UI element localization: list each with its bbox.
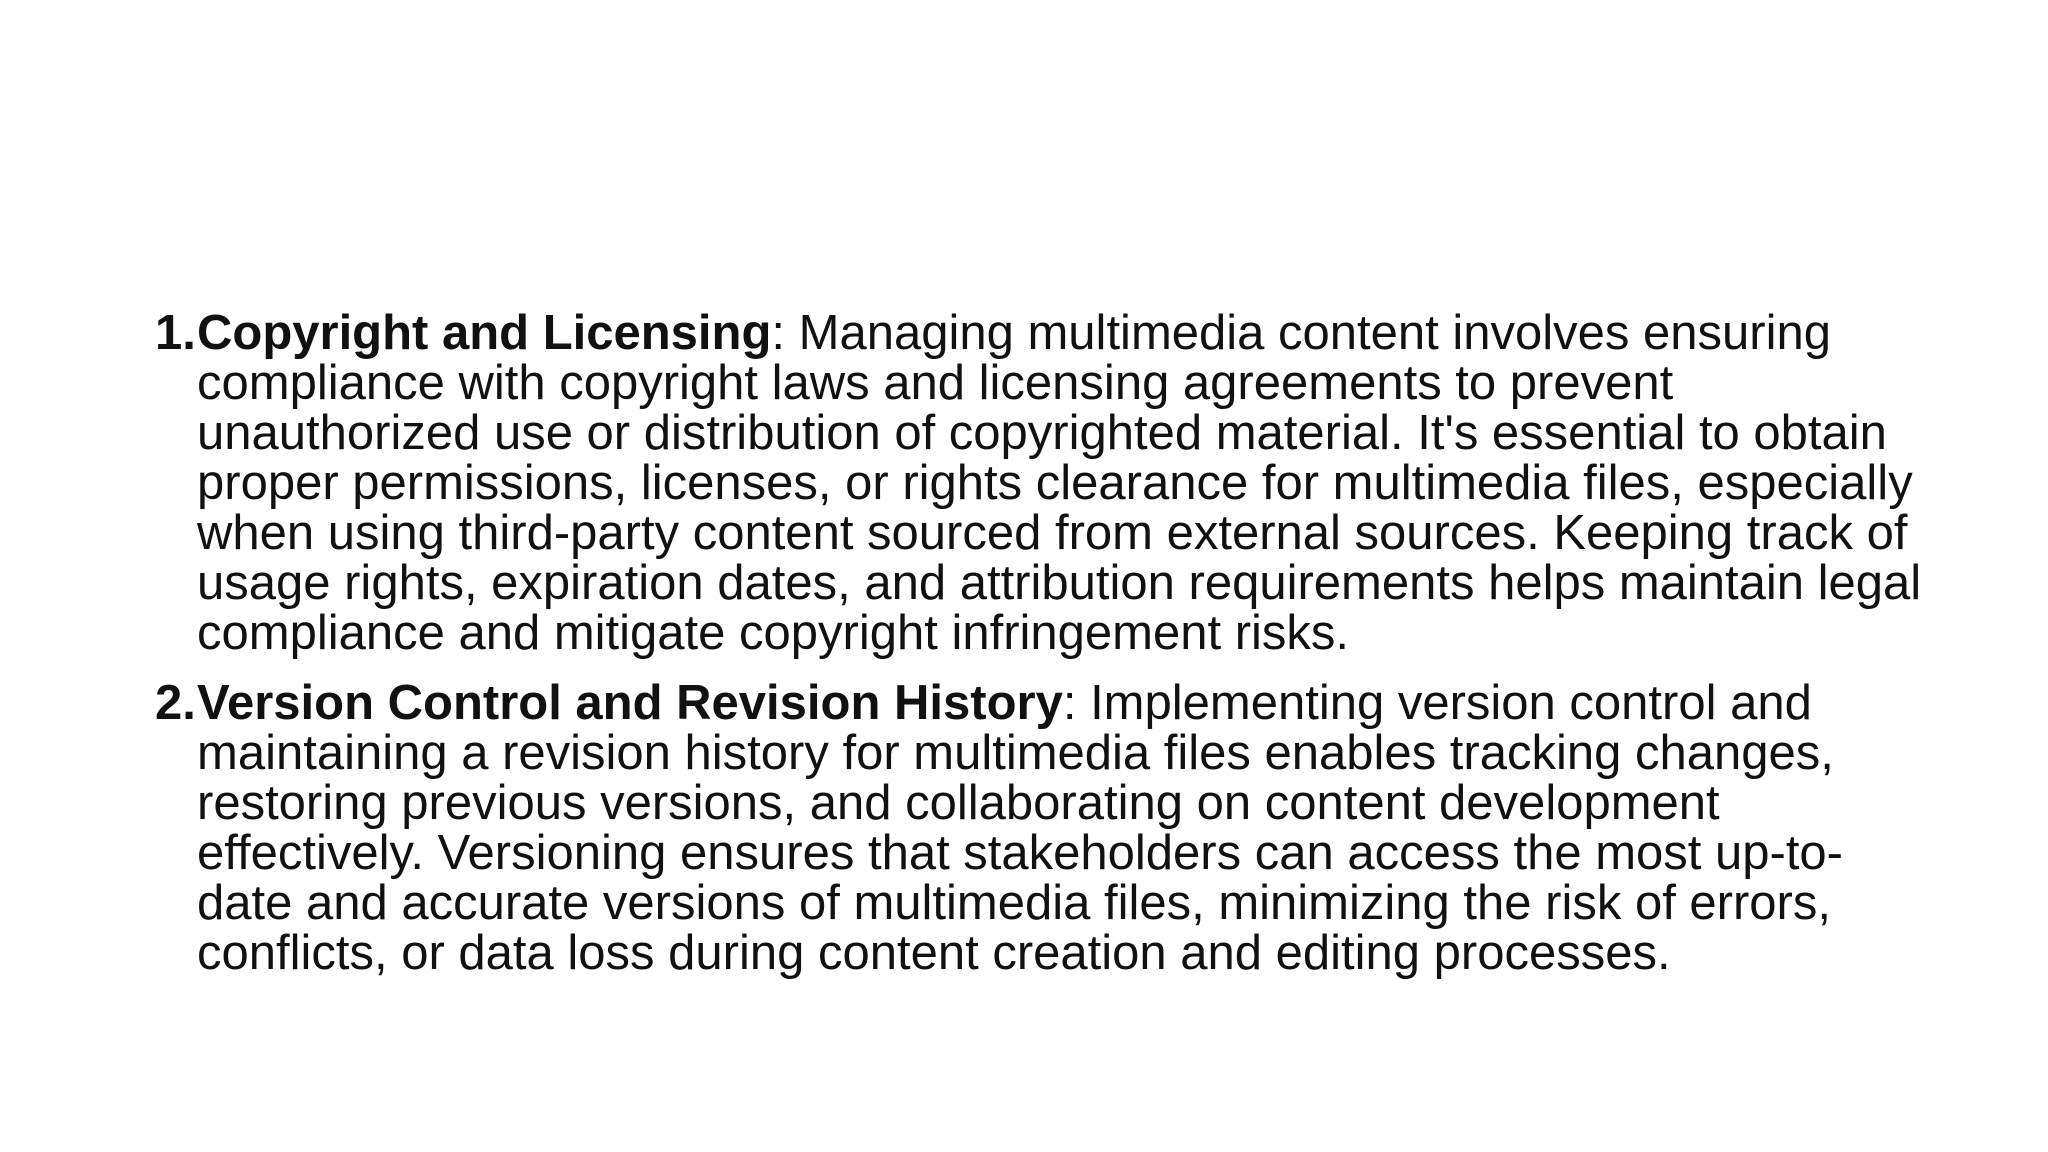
numbered-list [155,308,1925,998]
list-item-version-control [155,678,1925,978]
list-item-text: Implementing version control and maintaining a revision history for multimedia files enables tracking changes, restoring previous versions, and collaborating on content development effectively. Versioning ensures that stakeholders can access the most up-to-date and accurate versions of multimedia files, minimizing the risk of errors, conflicts, or data loss during content creation and editing processes. [197,676,1843,980]
term-separator: : [1062,676,1091,730]
list-item-text: Managing multimedia content involves ensuring compliance with copyright laws and licensing agreements to prevent unauthorized use or distribution of copyrighted material. It's essential to obtain proper permissions, licenses, or rights clearance for multimedia files, especially when using third-party content sourced from external sources. Keeping track of usage rights, expiration dates, and attribution requirements helps maintain legal compliance and mitigate copyright infringement risks. [197,306,1922,660]
term-separator: : [771,306,799,360]
list-item-term: Version Control and Revision History [197,676,1063,730]
list-item-copyright [155,308,1925,658]
list-number: 2. [155,676,196,730]
list-number: 1. [155,306,196,360]
list-item-term: Copyright and Licensing [197,306,772,360]
